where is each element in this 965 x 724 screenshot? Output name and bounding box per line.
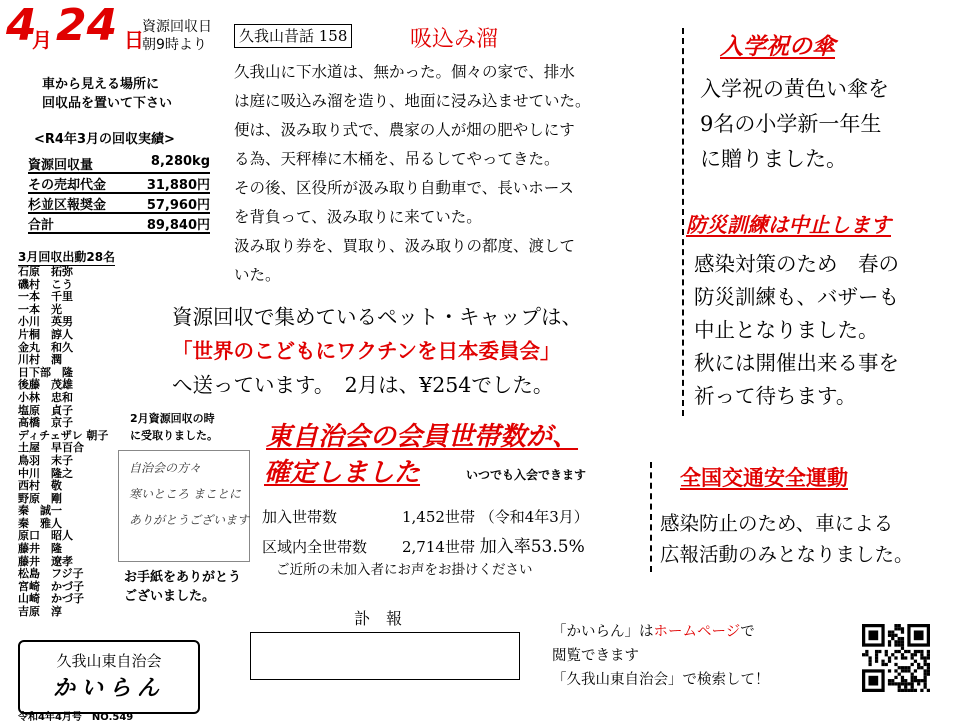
member-name: 土屋 早百合 [18,441,84,455]
umbrella-body [700,72,889,177]
drill-line: 秋には開催出来る事を [694,351,899,375]
drill-line: 祈って待ちます。 [694,384,857,408]
umbrella-line: に贈りました。 [700,147,847,171]
member-name: 金丸 和久 [18,340,73,354]
traffic-body [660,508,914,570]
drill-title: 防災訓練は中止します [686,213,891,237]
date-month-unit: 月 [32,28,52,52]
results-row: その売却代金 31,880円 [28,174,210,194]
member-name: 一本 光 [18,302,62,316]
letter-thanks: お手紙をありがとう ございました。 [124,570,242,604]
date-day: 24 [56,0,118,51]
join-rate: 加入率53.5% [479,537,585,557]
story-line: 汲み取り券を、買取り、汲み取りの都度、渡して [234,237,576,255]
households-row2: 区域内全世帯数 2,714世帯 加入率53.5% [262,537,585,557]
letter-caption: 2月資源回収の時 に受取りました。 [130,412,218,442]
org-name: 久我山東自治会 [56,652,162,670]
drill-line: 感染対策のため 春の [694,252,899,276]
households-headline2: 確定しました [264,458,421,488]
story-line: は庭に吸込み溜を造り、地面に浸み込ませていた。 [234,92,591,110]
member-name: 石原 拓弥 [18,265,73,278]
member-name: 川村 潤 [18,353,62,367]
caps-line3: へ送っています。 2月は、¥254でした。 [172,373,554,397]
date-note-line2: 朝9時より [142,37,207,53]
placement-notice [42,75,172,113]
story-line: その後、区役所が汲み取り自動車で、長いホース [234,179,574,197]
member-name: 秦 雅人 [18,516,62,530]
member-name: 藤井 隆 [18,542,62,556]
story-title: 吸込み溜 [410,27,499,52]
member-name: 西村 敬 [18,479,62,493]
members-list [18,266,128,619]
caps-line2: 「世界のこどもにワクチンを日本委員会」 [172,339,561,363]
story-body [234,58,670,290]
date-day-unit: 日 [124,28,144,52]
umbrella-title: 入学祝の傘 [720,34,835,60]
drill-body [694,248,899,413]
story-line: る為、天秤棒に木桶を、吊るしてやってきた。 [234,150,560,168]
placement-notice-line2: 回収品を置いて下さい [42,96,173,111]
member-name: 一本 千里 [18,290,73,304]
traffic-title: 全国交通安全運動 [680,466,848,490]
homepage-info: 「かいらん」はホームページで 閲覧できます 「久我山東自治会」で検索して！ [552,624,770,688]
obituary-box [250,632,520,680]
date-note-line1: 資源回収日 [142,19,212,35]
member-name: ディチェザレ 朝子 [18,428,109,442]
member-name: 小林 忠和 [18,390,73,404]
drill-line: 中止となりました。 [694,318,879,342]
umbrella-line: 9名の小学新一年生 [700,112,882,136]
placement-notice-line1: 車から見える場所に [42,77,160,92]
member-name: 小川 英男 [18,315,73,329]
kairan-name: かいらん [52,676,165,701]
divider-right [682,28,684,416]
caps-section [172,300,582,402]
story-line: 久我山に下水道は、無かった。個々の家で、排水 [234,63,575,81]
member-name: 吉原 淳 [18,605,62,619]
traffic-line: 広報活動のみとなりました。 [660,543,914,566]
date-note [142,18,232,54]
results-row: 杉並区報奨金 57,960円 [28,194,210,214]
member-name: 原口 昭人 [18,529,73,543]
households-note: ご近所の未加入者にお声をお掛けください [276,562,533,578]
drill-line: 防災訓練も、バザーも [694,285,899,309]
issue-number: 令和4年4月号 NO.549 [18,712,134,723]
member-name: 中川 隆之 [18,466,73,480]
results-table [28,154,210,234]
traffic-line: 感染防止のため、車による [660,512,894,535]
households-row1: 加入世帯数 1,452世帯 （令和4年3月） [262,508,589,526]
story-line: を背負って、汲み取りに来ていた。 [234,208,482,226]
member-name: 磯村 こう [18,277,73,291]
member-name: 高橋 京子 [18,416,73,430]
member-name: 藤井 遼孝 [18,554,73,568]
homepage-link[interactable]: ホームページ [653,624,741,640]
member-name: 松島 フジ子 [18,567,84,581]
results-title: <R4年3月の回収実績> [34,132,175,147]
story-series: 久我山昔話 158 [234,24,352,48]
obituary-title: 訃 報 [354,609,403,628]
member-name: 野原 剛 [18,491,62,505]
story-line: 便は、汲み取り式で、農家の人が畑の肥やしにす [234,121,575,139]
date-month: 4 [6,0,37,51]
divider-bottom-right [650,462,652,572]
member-name: 塩原 貞子 [18,403,73,417]
anytime-note: いつでも入会できます [466,468,587,482]
member-name: 宮崎 かづ子 [18,579,84,593]
story-line: いた。 [234,266,281,284]
qr-code-icon[interactable] [862,624,930,692]
results-row: 資源回収量 8,280kg [28,154,210,173]
caps-line1: 資源回収で集めているペット・キャップは、 [172,305,582,329]
member-name: 日下部 隆 [18,365,73,379]
member-name: 鳥羽 末子 [18,453,73,467]
member-name: 片桐 諄人 [18,327,73,341]
kairan-title-plate [18,640,200,714]
member-name: 後藤 茂雄 [18,378,73,392]
member-name: 山崎 かづ子 [18,592,84,606]
member-name: 秦 誠一 [18,504,62,518]
results-row: 合計 89,840円 [28,214,210,234]
members-title: 3月回収出動28名 [18,250,116,264]
umbrella-line: 入学祝の黄色い傘を [700,77,889,101]
handwritten-letter-image: 自治会の方々 寒いところ まことに ありがとうございます [118,450,250,562]
households-headline1: 東自治会の会員世帯数が、 [266,422,579,452]
